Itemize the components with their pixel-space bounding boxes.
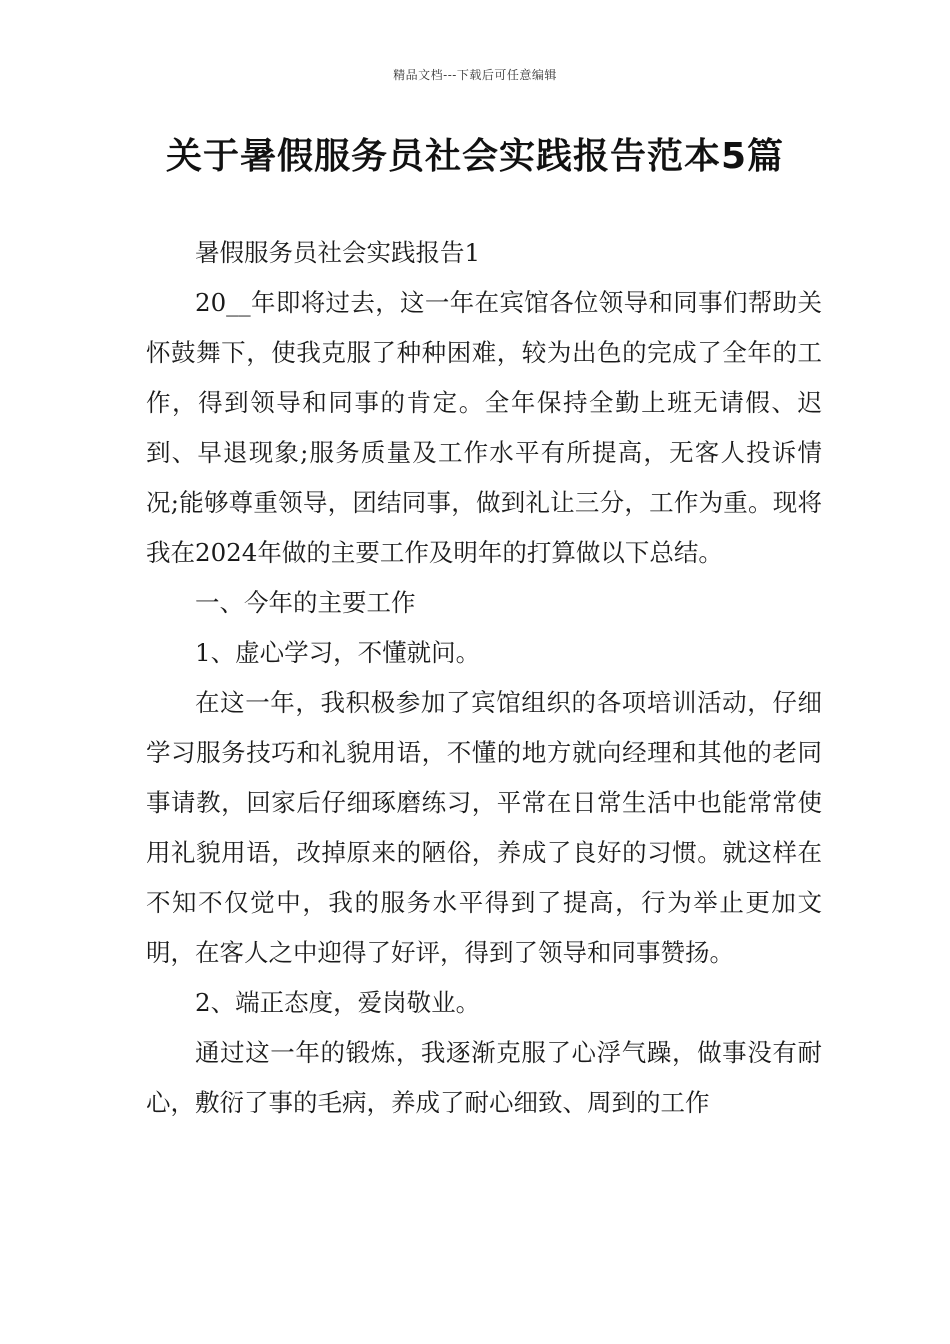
list-item-heading: 1、虚心学习，不懂就问。: [195, 638, 481, 667]
document-body: [146, 228, 822, 1128]
section-heading: 暑假服务员社会实践报告1: [195, 238, 481, 267]
paragraph: 20__年即将过去，这一年在宾馆各位领导和同事们帮助关怀鼓舞下，使我克服了种种困难，较为出色的完成了全年的工作，得到领导和同事的肯定。全年保持全勤上班无请假、迟到、早退现象;服务质量及工作水平有所提高，无客人投诉情况;能够尊重领导，团结同事，做到礼让三分，工作为重。现将我在2024年做的主要工作及明年的打算做以下总结。: [146, 288, 822, 567]
header-note: 精品文档---下载后可任意编辑: [393, 68, 557, 82]
paragraph: 在这一年，我积极参加了宾馆组织的各项培训活动，仔细学习服务技巧和礼貌用语，不懂的地方就向经理和其他的老同事请教，回家后仔细琢磨练习，平常在日常生活中也能常常使用礼貌用语，改掉原来的陋俗，养成了良好的习惯。就这样在不知不仅觉中，我的服务水平得到了提高，行为举止更加文明，在客人之中迎得了好评，得到了领导和同事赞扬。: [146, 688, 822, 967]
list-item-heading: 2、端正态度，爱岗敬业。: [195, 988, 481, 1017]
document-title: 关于暑假服务员社会实践报告范本5篇: [165, 136, 785, 177]
subsection-heading: 一、今年的主要工作: [195, 588, 416, 617]
paragraph: 通过这一年的锻炼，我逐渐克服了心浮气躁，做事没有耐心，敷衍了事的毛病，养成了耐心细致、周到的工作: [146, 1038, 822, 1117]
